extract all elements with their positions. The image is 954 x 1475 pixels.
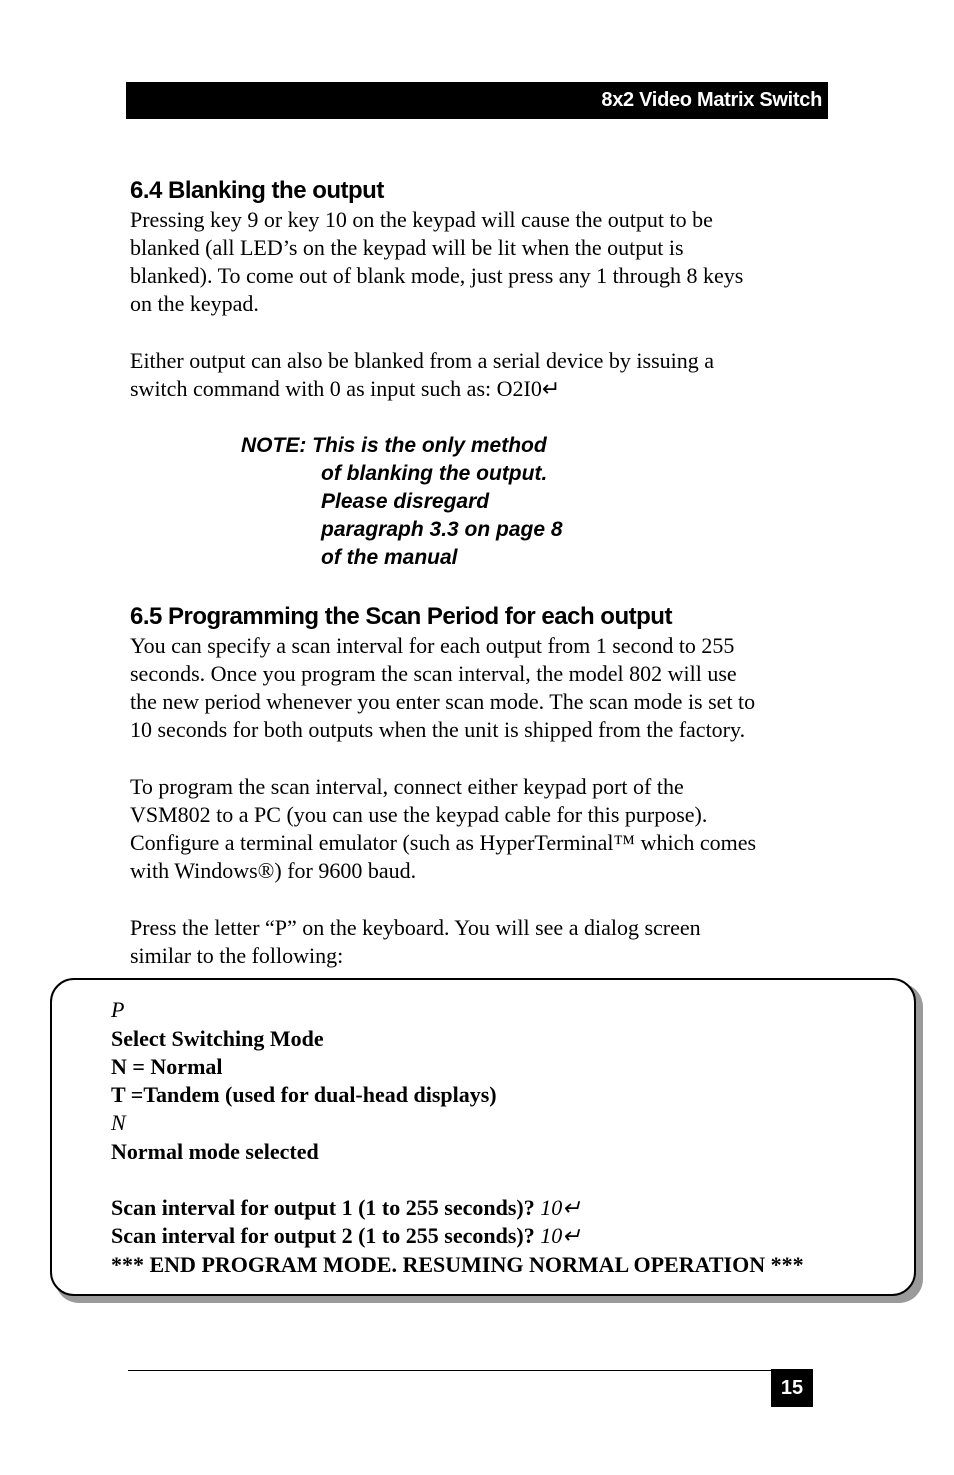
- text-line: similar to the following:: [130, 943, 344, 968]
- section-6-5-paragraph-1: [130, 632, 830, 744]
- page-number-box: [771, 1369, 813, 1407]
- note-line: paragraph 3.3 on page 8: [321, 518, 563, 541]
- dialog-end-message: *** END PROGRAM MODE. RESUMING NORMAL OPERATION ***: [111, 1252, 804, 1277]
- page-number: 15: [780, 1377, 804, 1399]
- dialog-user-input: 10↵: [540, 1223, 581, 1248]
- text-line: Pressing key 9 or key 10 on the keypad will cause the output to be: [130, 207, 713, 232]
- note-line: of the manual: [321, 546, 458, 569]
- dialog-scan-interval-output-1: [111, 1194, 581, 1222]
- dialog-text: T =Tandem (used for dual-head displays): [111, 1082, 497, 1107]
- text-line: You can specify a scan interval for each output from 1 second to 255: [130, 633, 735, 658]
- section-6-4-paragraph-1: [130, 206, 830, 318]
- running-header-bar: [126, 82, 828, 119]
- text-line: Press the letter “P” on the keyboard. You will see a dialog screen: [130, 915, 701, 940]
- note-line: NOTE: This is the only method: [241, 434, 547, 457]
- text-line: VSM802 to a PC (you can use the keypad cable for this purpose).: [130, 802, 708, 827]
- dialog-user-input: P: [111, 997, 125, 1022]
- section-6-4-heading: 6.4 Blanking the output: [130, 177, 384, 204]
- text-line: the new period whenever you enter scan mode. The scan mode is set to: [130, 689, 756, 714]
- running-header-title: 8x2 Video Matrix Switch: [601, 89, 822, 111]
- dialog-prompt: Scan interval for output 2 (1 to 255 seconds)?: [111, 1223, 541, 1248]
- dialog-text: N = Normal: [111, 1054, 223, 1079]
- text-line: blanked (all LED’s on the keypad will be lit when the output is: [130, 235, 684, 260]
- section-6-5-paragraph-3: [130, 914, 830, 970]
- dialog-prompt: Scan interval for output 1 (1 to 255 seconds)?: [111, 1195, 541, 1220]
- footer-rule: [128, 1370, 811, 1371]
- note-line: Please disregard: [321, 490, 490, 513]
- dialog-user-input: 10↵: [540, 1195, 581, 1220]
- text-line: seconds. Once you program the scan interval, the model 802 will use: [130, 661, 737, 686]
- text-line: To program the scan interval, connect either keypad port of the: [130, 774, 684, 799]
- note-line: of blanking the output.: [321, 462, 548, 485]
- text-line: on the keypad.: [130, 291, 259, 316]
- section-6-5-paragraph-2: [130, 773, 830, 885]
- text-line: Configure a terminal emulator (such as HyperTerminal™ which comes: [130, 830, 757, 855]
- dialog-user-input: N: [111, 1110, 126, 1135]
- text-line: blanked). To come out of blank mode, just press any 1 through 8 keys: [130, 263, 744, 288]
- text-line: Either output can also be blanked from a serial device by issuing a: [130, 348, 715, 373]
- section-6-4-paragraph-2: [130, 347, 830, 403]
- dialog-text: Select Switching Mode: [111, 1026, 324, 1051]
- text-line: switch command with 0 as input such as: O2I0↵: [130, 376, 561, 401]
- dialog-scan-interval-output-2: [111, 1222, 581, 1250]
- text-line: 10 seconds for both outputs when the unit is shipped from the factory.: [130, 717, 746, 742]
- text-line: with Windows®) for 9600 baud.: [130, 858, 417, 883]
- section-6-5-heading: 6.5 Programming the Scan Period for each output: [130, 603, 672, 630]
- note-block: [241, 432, 563, 572]
- dialog-text: Normal mode selected: [111, 1139, 319, 1164]
